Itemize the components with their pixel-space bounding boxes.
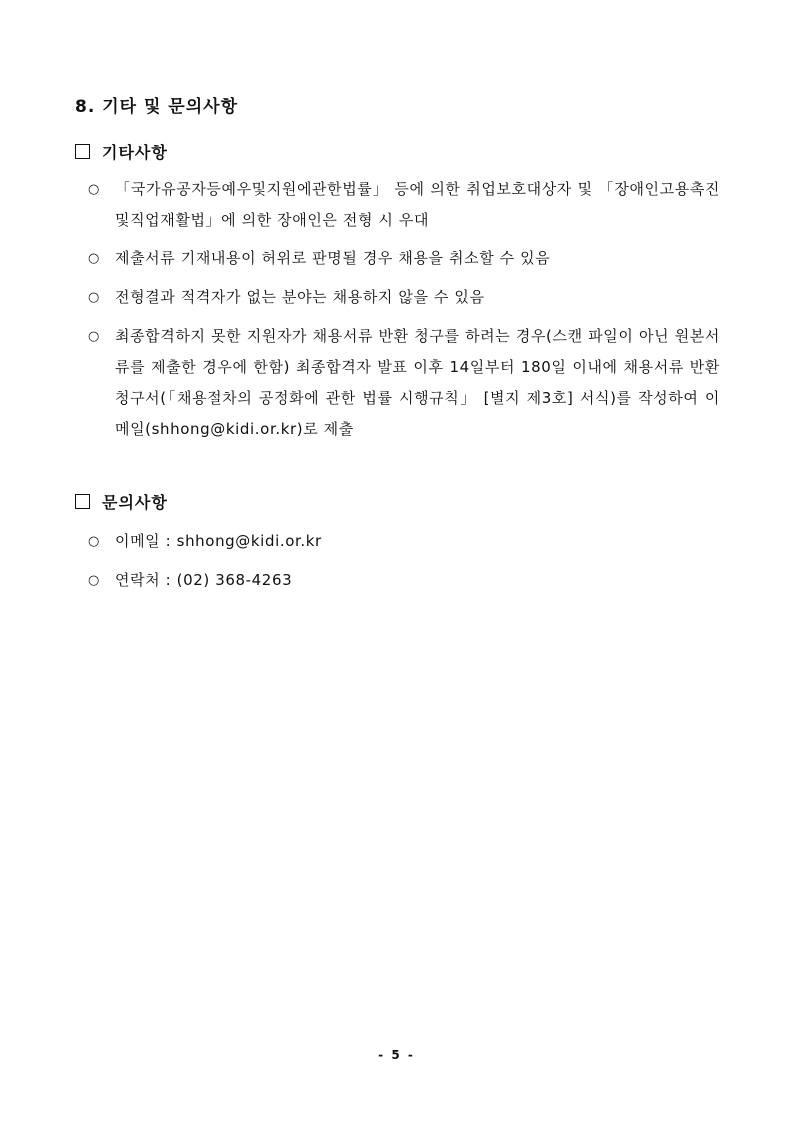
inquiry-phone-text: 연락처 : (02) 368-4263 <box>115 571 293 589</box>
misc-item-text: 「국가유공자등예우및지원에관한법률」 등에 의한 취업보호대상자 및 「장애인고용촉진및직업재활법」에 의한 장애인은 전형 시 우대 <box>115 180 720 229</box>
misc-item-document-return <box>88 321 720 445</box>
misc-item-text: 최종합격하지 못한 지원자가 채용서류 반환 청구를 하려는 경우(스캔 파일이 아닌 원본서류를 제출한 경우에 한함) 최종합격자 발표 이후 14일부터 180일 이내에 채용서류 반환청구서(「채용절차의 공정화에 관한 법률 시행규칙」 [별지 제3호] 서식)를 작성하여 이메일(shhong@kidi.or.kr)로 제출 <box>115 327 720 438</box>
misc-heading <box>75 140 168 163</box>
inquiry-email-text: 이메일 : shhong@kidi.or.kr <box>115 532 322 550</box>
circle-bullet-icon: ○ <box>88 251 100 266</box>
misc-item-text: 전형결과 적격자가 없는 분야는 채용하지 않을 수 있음 <box>115 288 485 306</box>
section-title: 8. 기타 및 문의사항 <box>75 97 238 117</box>
inquiry-heading <box>75 490 168 513</box>
misc-item-preference <box>88 174 720 236</box>
page-number: - 5 - <box>378 1048 415 1062</box>
misc-heading-label: 기타사항 <box>102 143 168 162</box>
circle-bullet-icon: ○ <box>88 290 100 305</box>
checkbox-square-icon <box>75 144 90 159</box>
misc-item-no-hire <box>88 282 720 313</box>
inquiry-item-email <box>88 526 720 557</box>
circle-bullet-icon: ○ <box>88 534 100 549</box>
circle-bullet-icon: ○ <box>88 329 100 344</box>
circle-bullet-icon: ○ <box>88 573 100 588</box>
checkbox-square-icon <box>75 494 90 509</box>
misc-item-text: 제출서류 기재내용이 허위로 판명될 경우 채용을 취소할 수 있음 <box>115 249 551 267</box>
misc-item-false-info <box>88 243 720 274</box>
circle-bullet-icon: ○ <box>88 182 100 197</box>
inquiry-item-phone <box>88 565 720 596</box>
inquiry-heading-label: 문의사항 <box>102 493 168 512</box>
